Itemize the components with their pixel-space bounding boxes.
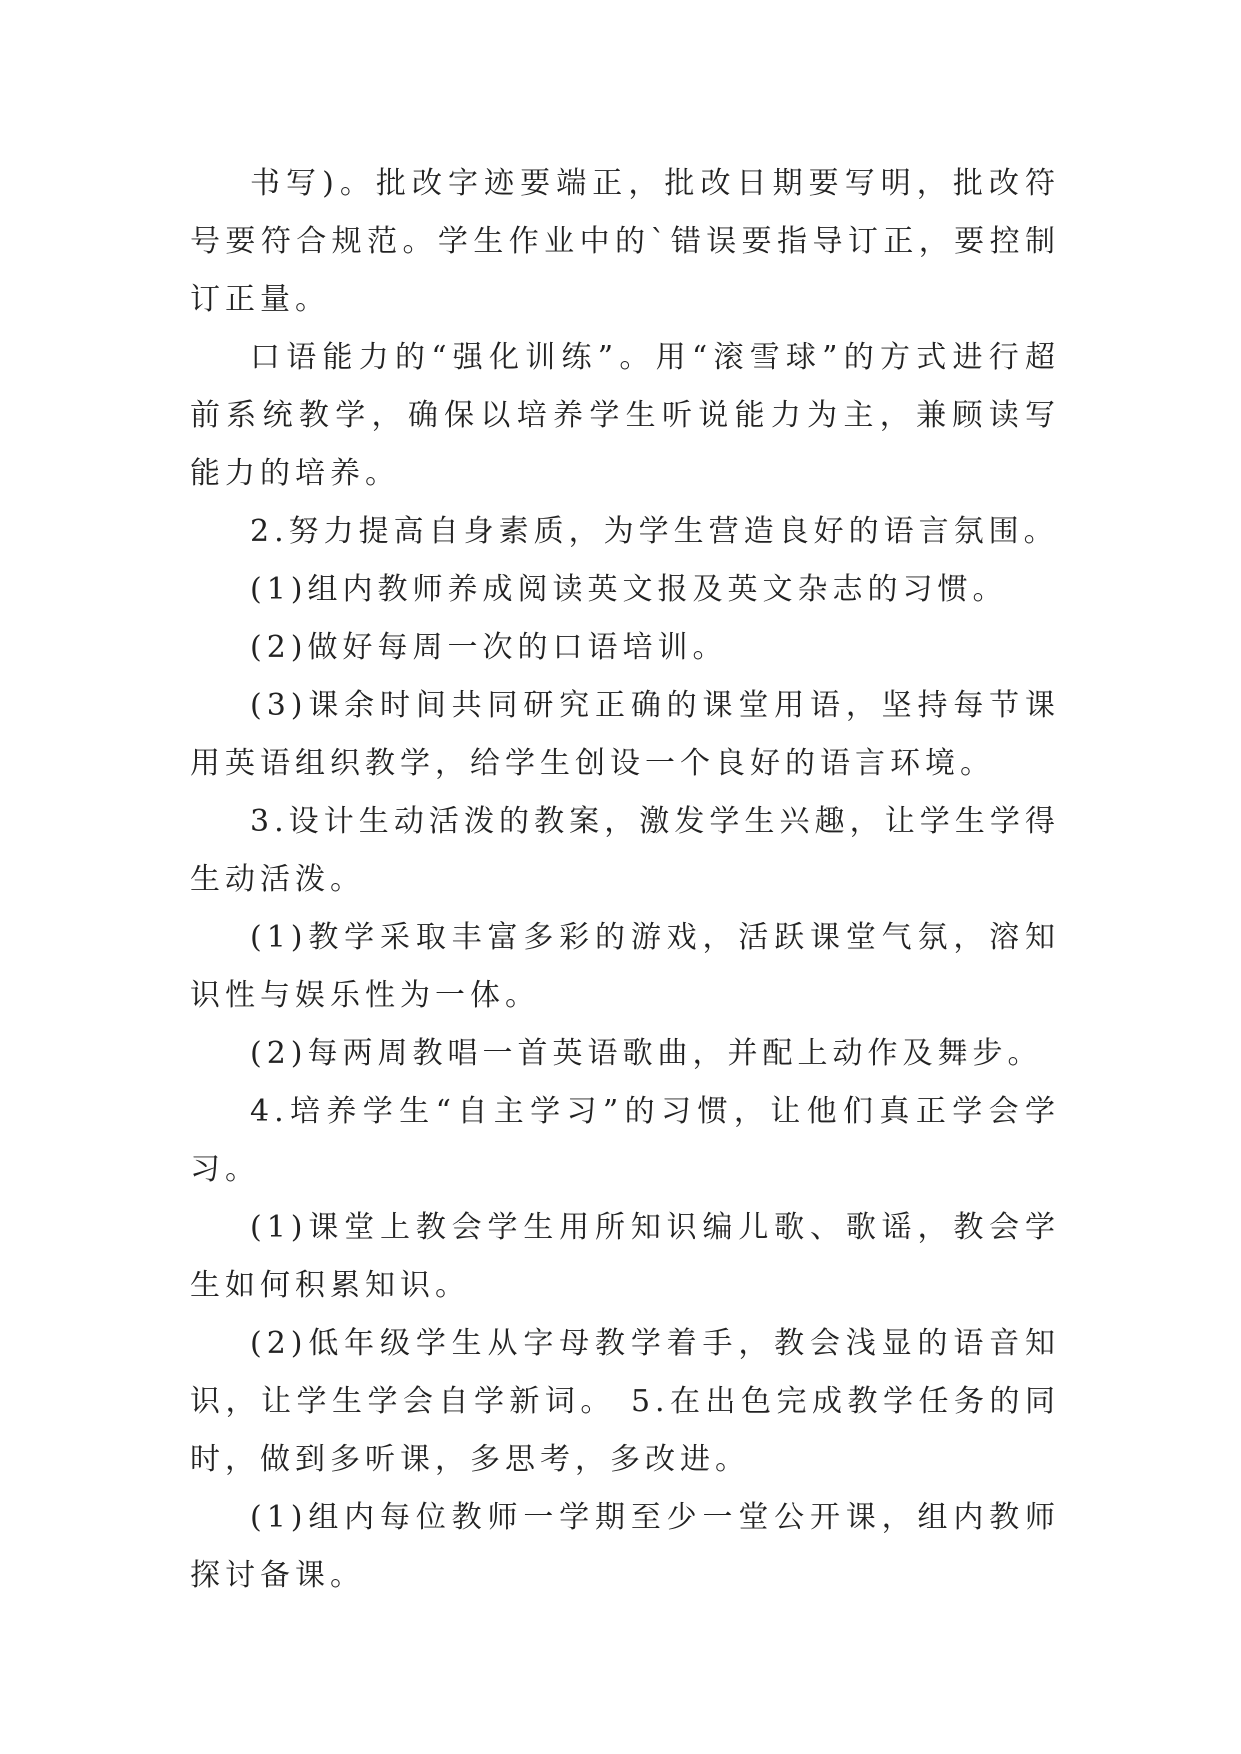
paragraph: 4.培养学生“自主学习”的习惯，让他们真正学会学习。 [190,1094,1060,1187]
paragraph: (1)课堂上教会学生用所知识编儿歌、歌谣，教会学生如何积累知识。 [190,1210,1060,1303]
paragraph: 2.努力提高自身素质，为学生营造良好的语言氛围。 [250,514,1059,549]
paragraph: 3.设计生动活泼的教案，激发学生兴趣，让学生学得生动活泼。 [190,804,1060,897]
paragraph: (1)组内教师养成阅读英文报及英文杂志的习惯。 [250,572,1008,607]
paragraph: (2)低年级学生从字母教学着手，教会浅显的语音知识，让学生学会自学新词。 5.在出色完成教学任务的同时，做到多听课，多思考，多改进。 [190,1326,1060,1477]
document-body [190,155,1060,1605]
paragraph: (2)每两周教唱一首英语歌曲，并配上动作及舞步。 [250,1036,1043,1071]
paragraph: 书写)。批改字迹要端正，批改日期要写明，批改符号要符合规范。学生作业中的`错误要指导订正，要控制订正量。 [190,166,1060,317]
paragraph: (1)教学采取丰富多彩的游戏，活跃课堂气氛，溶知识性与娱乐性为一体。 [190,920,1060,1013]
paragraph: 口语能力的“强化训练”。用“滚雪球”的方式进行超前系统教学，确保以培养学生听说能力为主，兼顾读写能力的培养。 [190,340,1060,491]
paragraph: (2)做好每周一次的口语培训。 [250,630,728,665]
paragraph: (1)组内每位教师一学期至少一堂公开课，组内教师探讨备课。 [190,1500,1060,1593]
paragraph: (3)课余时间共同研究正确的课堂用语，坚持每节课用英语组织教学，给学生创设一个良好的语言环境。 [190,688,1060,781]
